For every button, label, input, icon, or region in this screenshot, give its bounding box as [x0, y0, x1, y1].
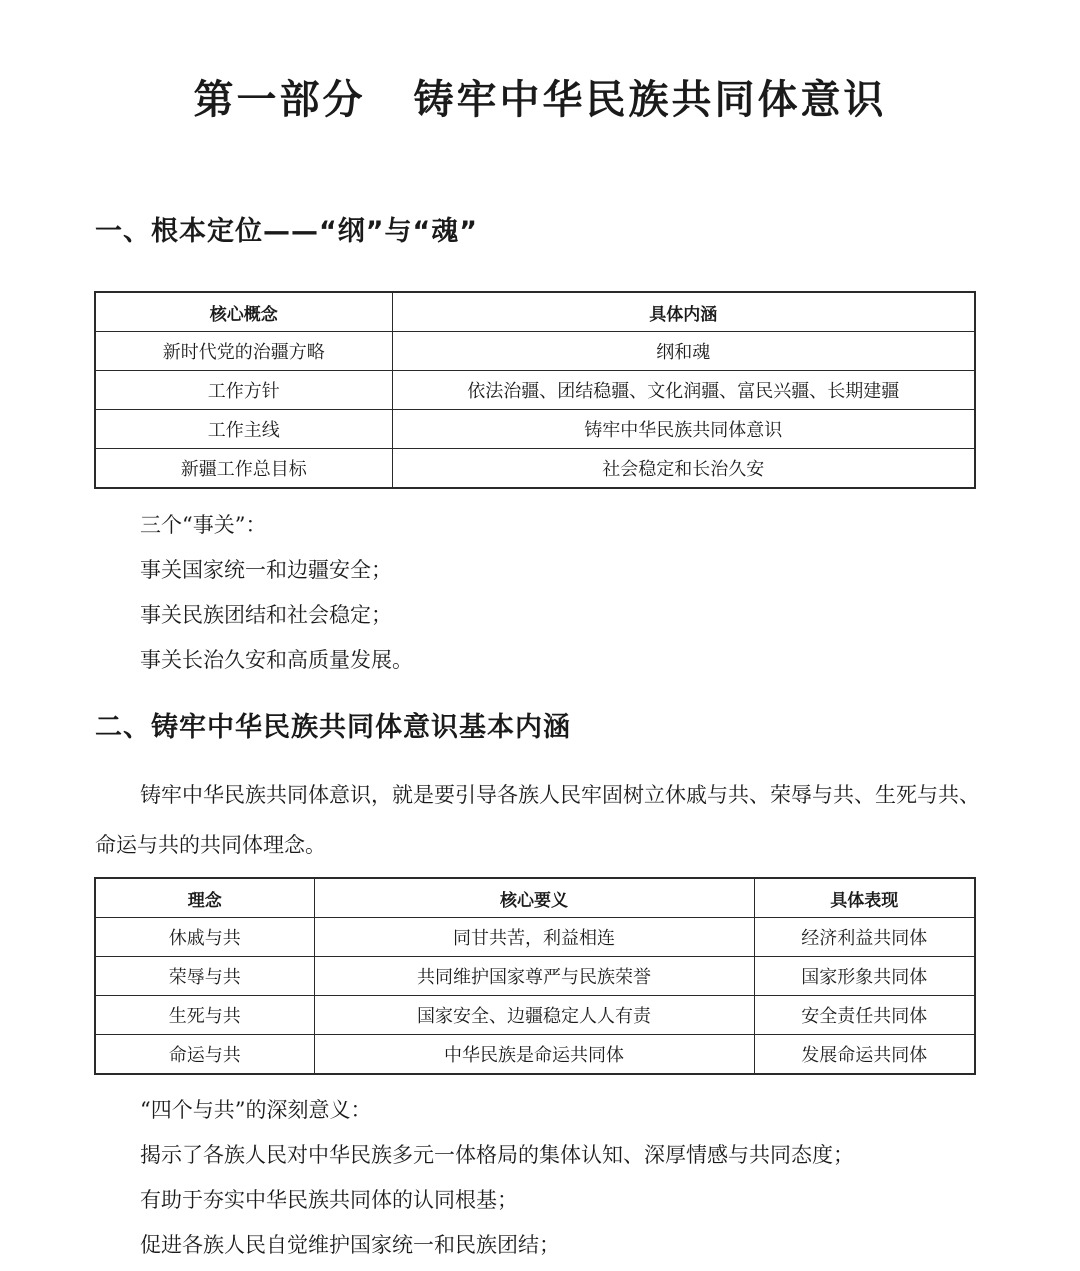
table-cell: 同甘共苦，利益相连 [314, 918, 754, 957]
table-row [95, 449, 975, 489]
table-row [95, 996, 975, 1035]
table-cell: 安全责任共同体 [754, 996, 975, 1035]
section-1-heading: 一、根本定位——“纲”与“魂” [95, 216, 478, 247]
list-item: 事关民族团结和社会稳定； [140, 603, 392, 627]
list-item: 促进各族人民自觉维护国家统一和民族团结； [140, 1233, 560, 1257]
table-cell: 纲和魂 [392, 332, 975, 371]
table-cell: 工作主线 [95, 410, 392, 449]
column-header: 具体内涵 [392, 292, 975, 332]
list-item: 有助于夯实中华民族共同体的认同根基； [140, 1188, 518, 1212]
table-cell: 铸牢中华民族共同体意识 [392, 410, 975, 449]
table-header-row [95, 878, 975, 918]
table-cell: 中华民族是命运共同体 [314, 1035, 754, 1075]
table-cell: 依法治疆、团结稳疆、文化润疆、富民兴疆、长期建疆 [392, 371, 975, 410]
list-heading: 三个“事关”： [140, 513, 267, 537]
list-item: 事关长治久安和高质量发展。 [140, 648, 413, 672]
table-cell: 经济利益共同体 [754, 918, 975, 957]
column-header: 具体表现 [754, 878, 975, 918]
intro-paragraph: 铸牢中华民族共同体意识，就是要引导各族人民牢固树立休戚与共、荣辱与共、生死与共、命运与共的共同体理念。 [95, 783, 980, 857]
section-2-heading: 二、铸牢中华民族共同体意识基本内涵 [95, 712, 571, 743]
table-header-row [95, 292, 975, 332]
table-cell: 荣辱与共 [95, 957, 314, 996]
list-heading: “四个与共”的深刻意义： [140, 1098, 372, 1122]
table-row [95, 918, 975, 957]
table-cell: 发展命运共同体 [754, 1035, 975, 1075]
part-title [0, 72, 1080, 128]
table-row [95, 332, 975, 371]
list-item: 事关国家统一和边疆安全； [140, 558, 392, 582]
table-cell: 休戚与共 [95, 918, 314, 957]
table-row [95, 410, 975, 449]
table-cell: 新疆工作总目标 [95, 449, 392, 489]
column-header: 核心概念 [95, 292, 392, 332]
table-row [95, 371, 975, 410]
table-cell: 国家形象共同体 [754, 957, 975, 996]
part-number: 第一部分 [193, 77, 366, 123]
table-row [95, 957, 975, 996]
list-item: 揭示了各族人民对中华民族多元一体格局的集体认知、深厚情感与共同态度； [140, 1143, 854, 1167]
table-cell: 社会稳定和长治久安 [392, 449, 975, 489]
table-cell: 共同维护国家尊严与民族荣誉 [314, 957, 754, 996]
concept-table [94, 877, 976, 1075]
table-row [95, 1035, 975, 1075]
table-cell: 生死与共 [95, 996, 314, 1035]
table-cell: 国家安全、边疆稳定人人有责 [314, 996, 754, 1035]
column-header: 核心要义 [314, 878, 754, 918]
table-cell: 工作方针 [95, 371, 392, 410]
column-header: 理念 [95, 878, 314, 918]
part-name: 铸牢中华民族共同体意识 [413, 77, 887, 123]
table-cell: 新时代党的治疆方略 [95, 332, 392, 371]
table-cell: 命运与共 [95, 1035, 314, 1075]
positioning-table [94, 291, 976, 489]
